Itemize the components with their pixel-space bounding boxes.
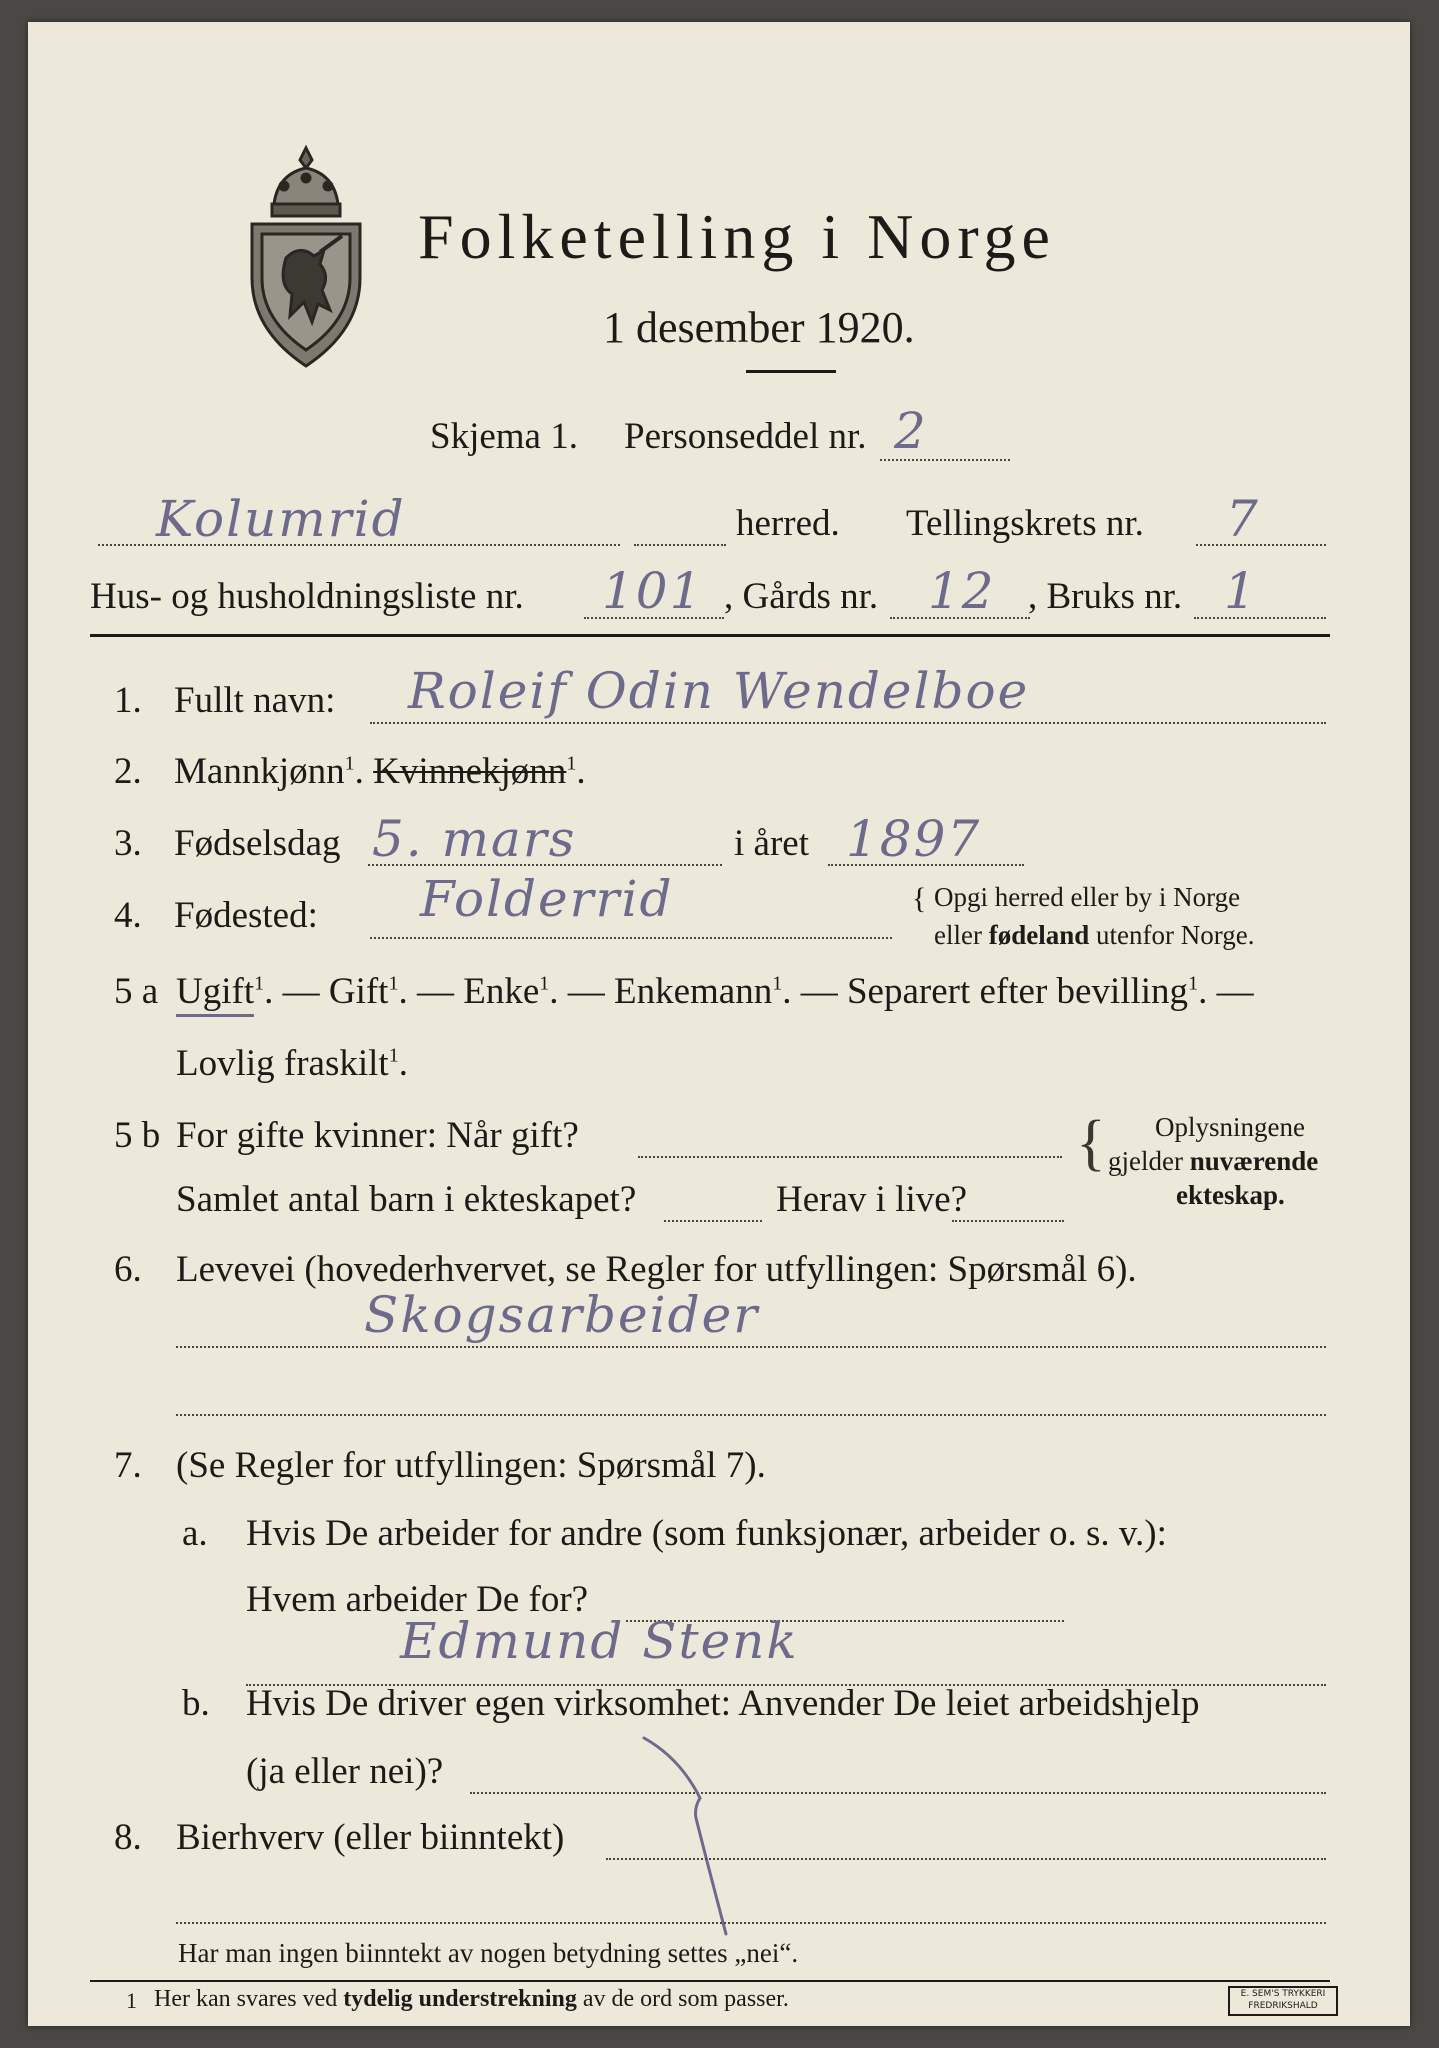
q4-number: 4. xyxy=(114,895,142,936)
q1-number: 1. xyxy=(114,680,142,721)
q4-note-line2: eller fødeland utenfor Norge. xyxy=(934,920,1255,950)
q6-field-line-2 xyxy=(176,1414,1326,1416)
handwritten-slash-mark xyxy=(638,1730,758,1944)
q5b-number: 5 b xyxy=(114,1115,161,1156)
birthplace-value: Folderrid xyxy=(420,870,674,928)
q4-note-line1: Opgi herred eller by i Norge xyxy=(934,882,1241,912)
q6-field-line-1 xyxy=(176,1346,1326,1348)
q8-field-line-2 xyxy=(176,1922,1326,1924)
birth-year-value: 1897 xyxy=(846,810,982,868)
nei-note: Har man ingen biinntekt av nogen betydning settes „nei“. xyxy=(178,1938,799,1968)
q5b-children-label: Samlet antal barn i ekteskapet? xyxy=(176,1179,637,1220)
footnote-text: Her kan svares ved tydelig understrekning av de ord som passer. xyxy=(154,1986,789,2012)
tellingskrets-field-line xyxy=(1196,544,1326,546)
option-ugift[interactable]: Ugift xyxy=(176,971,254,1017)
q7b-sub-label: (ja eller nei)? xyxy=(246,1751,444,1792)
bruks-value: 1 xyxy=(1224,562,1258,620)
q3-label: Fødselsdag xyxy=(174,823,341,864)
birthday-value: 5. mars xyxy=(372,810,577,868)
q7b-letter: b. xyxy=(182,1683,210,1724)
section-rule xyxy=(90,634,1330,637)
printer-stamp: E. SEM'S TRYKKERI FREDRIKSHALD xyxy=(1228,1986,1338,2016)
q5b-note-line3: ekteskap. xyxy=(1176,1180,1285,1210)
personseddel-label: Personseddel nr. xyxy=(624,416,867,457)
bruks-label: , Bruks nr. xyxy=(1028,576,1183,617)
q8-number: 8. xyxy=(114,1817,142,1858)
census-form-sheet xyxy=(28,22,1410,2026)
q5b-brace: { xyxy=(1076,1109,1106,1177)
option-separert[interactable]: — Separert efter bevilling xyxy=(800,971,1189,1012)
tellingskrets-label: Tellingskrets nr. xyxy=(906,503,1144,544)
herred-value: Kolumrid xyxy=(156,490,406,548)
form-title: Folketelling i Norge xyxy=(418,201,1056,272)
q8-field-line xyxy=(606,1858,1326,1860)
q1-label: Fullt navn: xyxy=(174,680,336,721)
herred-label: herred. xyxy=(736,503,840,544)
q7b-field-line xyxy=(470,1792,1326,1794)
hus-label: Hus- og husholdningsliste nr. xyxy=(90,576,524,617)
q7-number: 7. xyxy=(114,1445,142,1486)
option-enkemann[interactable]: — Enkemann xyxy=(567,971,773,1012)
footnote-number: 1 xyxy=(126,1988,137,2013)
q7a-text: Hvis De arbeider for andre (som funksjonær, arbeider o. s. v.): xyxy=(246,1513,1167,1554)
q7a-who-label: Hvem arbeider De for? xyxy=(246,1579,589,1620)
q5b-alive-label: Herav i live? xyxy=(776,1179,968,1220)
option-enke[interactable]: — Enke xyxy=(416,971,540,1012)
full-name-value: Roleif Odin Wendelboe xyxy=(408,662,1030,720)
q2-male-option[interactable]: Mannkjønn xyxy=(174,751,345,792)
personseddel-value: 2 xyxy=(894,402,928,460)
q3-number: 3. xyxy=(114,823,142,864)
tellingskrets-value: 7 xyxy=(1226,490,1260,548)
gards-label: , Gårds nr. xyxy=(724,576,879,617)
q7-label: (Se Regler for utfyllingen: Spørsmål 7). xyxy=(176,1445,766,1486)
q5a-fraskilt: Lovlig fraskilt$^1$. xyxy=(176,1043,408,1084)
q2-number: 2. xyxy=(114,751,142,792)
footnote-rule xyxy=(90,1980,1330,1982)
hus-value: 101 xyxy=(602,562,704,620)
norwegian-coat-of-arms-icon xyxy=(246,140,366,372)
gards-value: 12 xyxy=(928,562,996,620)
herred-field-line-2 xyxy=(634,544,726,546)
bruks-field-line xyxy=(1194,617,1326,619)
q7b-text: Hvis De driver egen virksomhet: Anvender De leiet arbeidshjelp xyxy=(246,1683,1200,1724)
q5a-number: 5 a xyxy=(114,971,159,1012)
q5b-note-line1: Oplysningene xyxy=(1155,1112,1305,1142)
occupation-value: Skogsarbeider xyxy=(364,1286,760,1344)
q6-number: 6. xyxy=(114,1249,142,1290)
option-lovlig-fraskilt[interactable]: Lovlig fraskilt xyxy=(176,1043,389,1084)
option-gift[interactable]: — Gift xyxy=(282,971,389,1012)
q2-female-option[interactable]: Kvinnekjønn xyxy=(373,751,567,792)
form-date: 1 desember 1920. xyxy=(603,303,915,352)
q4-field-line xyxy=(370,937,892,939)
q5a-marital-options: Ugift$^1$. — Gift$^1$. — Enke$^1$. — Enkemann$^1$. — Separert efter bevilling$^1$. — xyxy=(176,970,1254,1013)
q5b-children-field-line xyxy=(664,1220,762,1222)
q6-label: Levevei (hovederhvervet, se Regler for utfyllingen: Spørsmål 6). xyxy=(176,1249,1137,1290)
q8-label: Bierhverv (eller biinntekt) xyxy=(176,1817,565,1858)
q4-brace: { xyxy=(912,882,927,915)
q2-sex-options: Mannkjønn$^1$. Kvinnekjønn$^1$. xyxy=(174,751,586,792)
q3-year-label: i året xyxy=(734,823,809,864)
schema-label: Skjema 1. xyxy=(430,416,578,457)
q5b-married-field-line xyxy=(638,1156,1062,1158)
q1-field-line xyxy=(370,722,1326,724)
q5b-label: For gifte kvinner: Når gift? xyxy=(176,1115,579,1156)
title-rule xyxy=(746,370,836,373)
q5b-note-line2: gjelder nuværende xyxy=(1108,1146,1319,1176)
q7a-letter: a. xyxy=(182,1513,208,1554)
q5b-alive-field-line xyxy=(952,1220,1064,1222)
employer-value: Edmund Stenk xyxy=(400,1612,799,1670)
q4-label: Fødested: xyxy=(174,895,318,936)
